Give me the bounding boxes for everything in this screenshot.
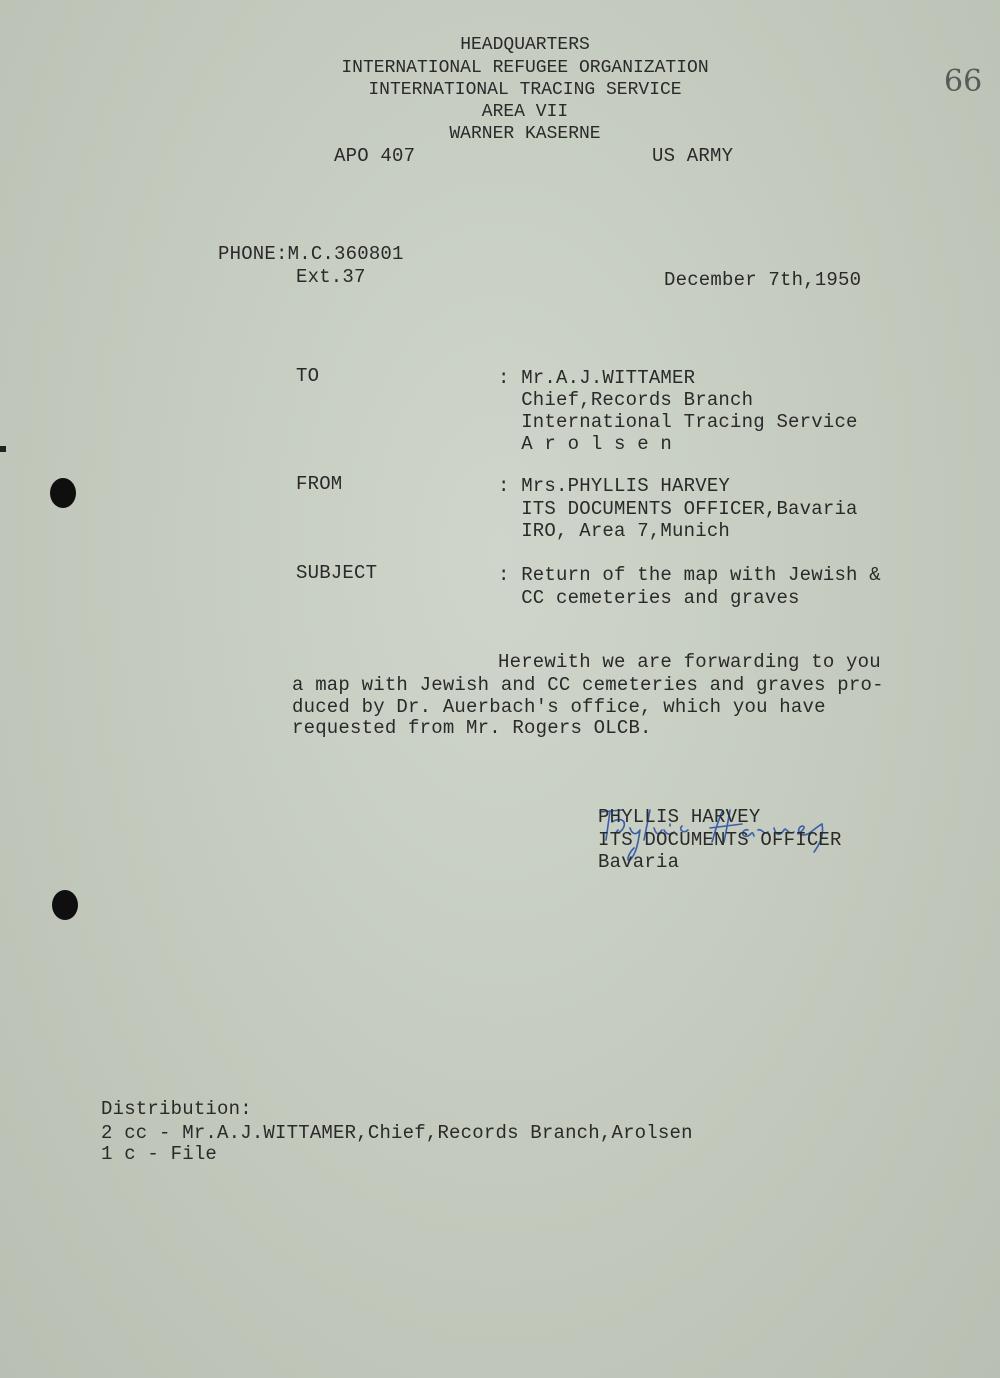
subject-label: SUBJECT xyxy=(296,562,378,584)
body-line-3: duced by Dr. Auerbach's office, which you have xyxy=(292,696,826,718)
signature-title: ITS DOCUMENTS OFFICER xyxy=(598,829,842,851)
to-line-1: : Mr.A.J.WITTAMER xyxy=(498,367,696,389)
to-label: TO xyxy=(296,365,320,387)
subject-line-1: : Return of the map with Jewish & xyxy=(498,564,881,586)
phone-line-1: PHONE:M.C.360801 xyxy=(218,243,404,265)
header-line-1: HEADQUARTERS xyxy=(460,35,590,55)
phone-line-2: Ext.37 xyxy=(296,266,366,288)
body-line-2: a map with Jewish and CC cemeteries and graves pro- xyxy=(292,674,884,696)
page-number: 66 xyxy=(944,64,983,99)
signature-name: PHYLLIS HARVEY xyxy=(598,806,761,828)
header-line-2: INTERNATIONAL REFUGEE ORGANIZATION xyxy=(341,58,709,78)
header-line-4: AREA VII xyxy=(481,102,569,122)
from-label: FROM xyxy=(296,473,343,495)
punch-hole-bottom xyxy=(52,890,78,920)
punch-hole-top xyxy=(50,478,76,508)
us-army: US ARMY xyxy=(652,145,734,167)
body-line-1: Herewith we are forwarding to you xyxy=(498,651,881,673)
subject-line-2: CC cemeteries and graves xyxy=(498,587,800,609)
to-line-4: A r o l s e n xyxy=(498,433,673,455)
distribution-label: Distribution: xyxy=(101,1098,252,1120)
to-line-3: International Tracing Service xyxy=(498,411,858,433)
header-line-3: INTERNATIONAL TRACING SERVICE xyxy=(368,80,682,100)
from-line-2: ITS DOCUMENTS OFFICER,Bavaria xyxy=(498,498,858,520)
from-line-1: : Mrs.PHYLLIS HARVEY xyxy=(498,475,731,497)
letter-date: December 7th,1950 xyxy=(664,269,862,291)
from-line-3: IRO, Area 7,Munich xyxy=(498,520,731,542)
body-line-4: requested from Mr. Rogers OLCB. xyxy=(292,717,652,739)
distribution-line-2: 1 c - File xyxy=(101,1143,218,1165)
distribution-line-1: 2 cc - Mr.A.J.WITTAMER,Chief,Records Branch,Arolsen xyxy=(101,1122,693,1144)
apo-number: APO 407 xyxy=(334,145,416,167)
header-line-5: WARNER KASERNE xyxy=(449,124,601,144)
signature-location: Bavaria xyxy=(598,851,680,873)
edge-mark xyxy=(0,446,6,452)
to-line-2: Chief,Records Branch xyxy=(498,389,754,411)
